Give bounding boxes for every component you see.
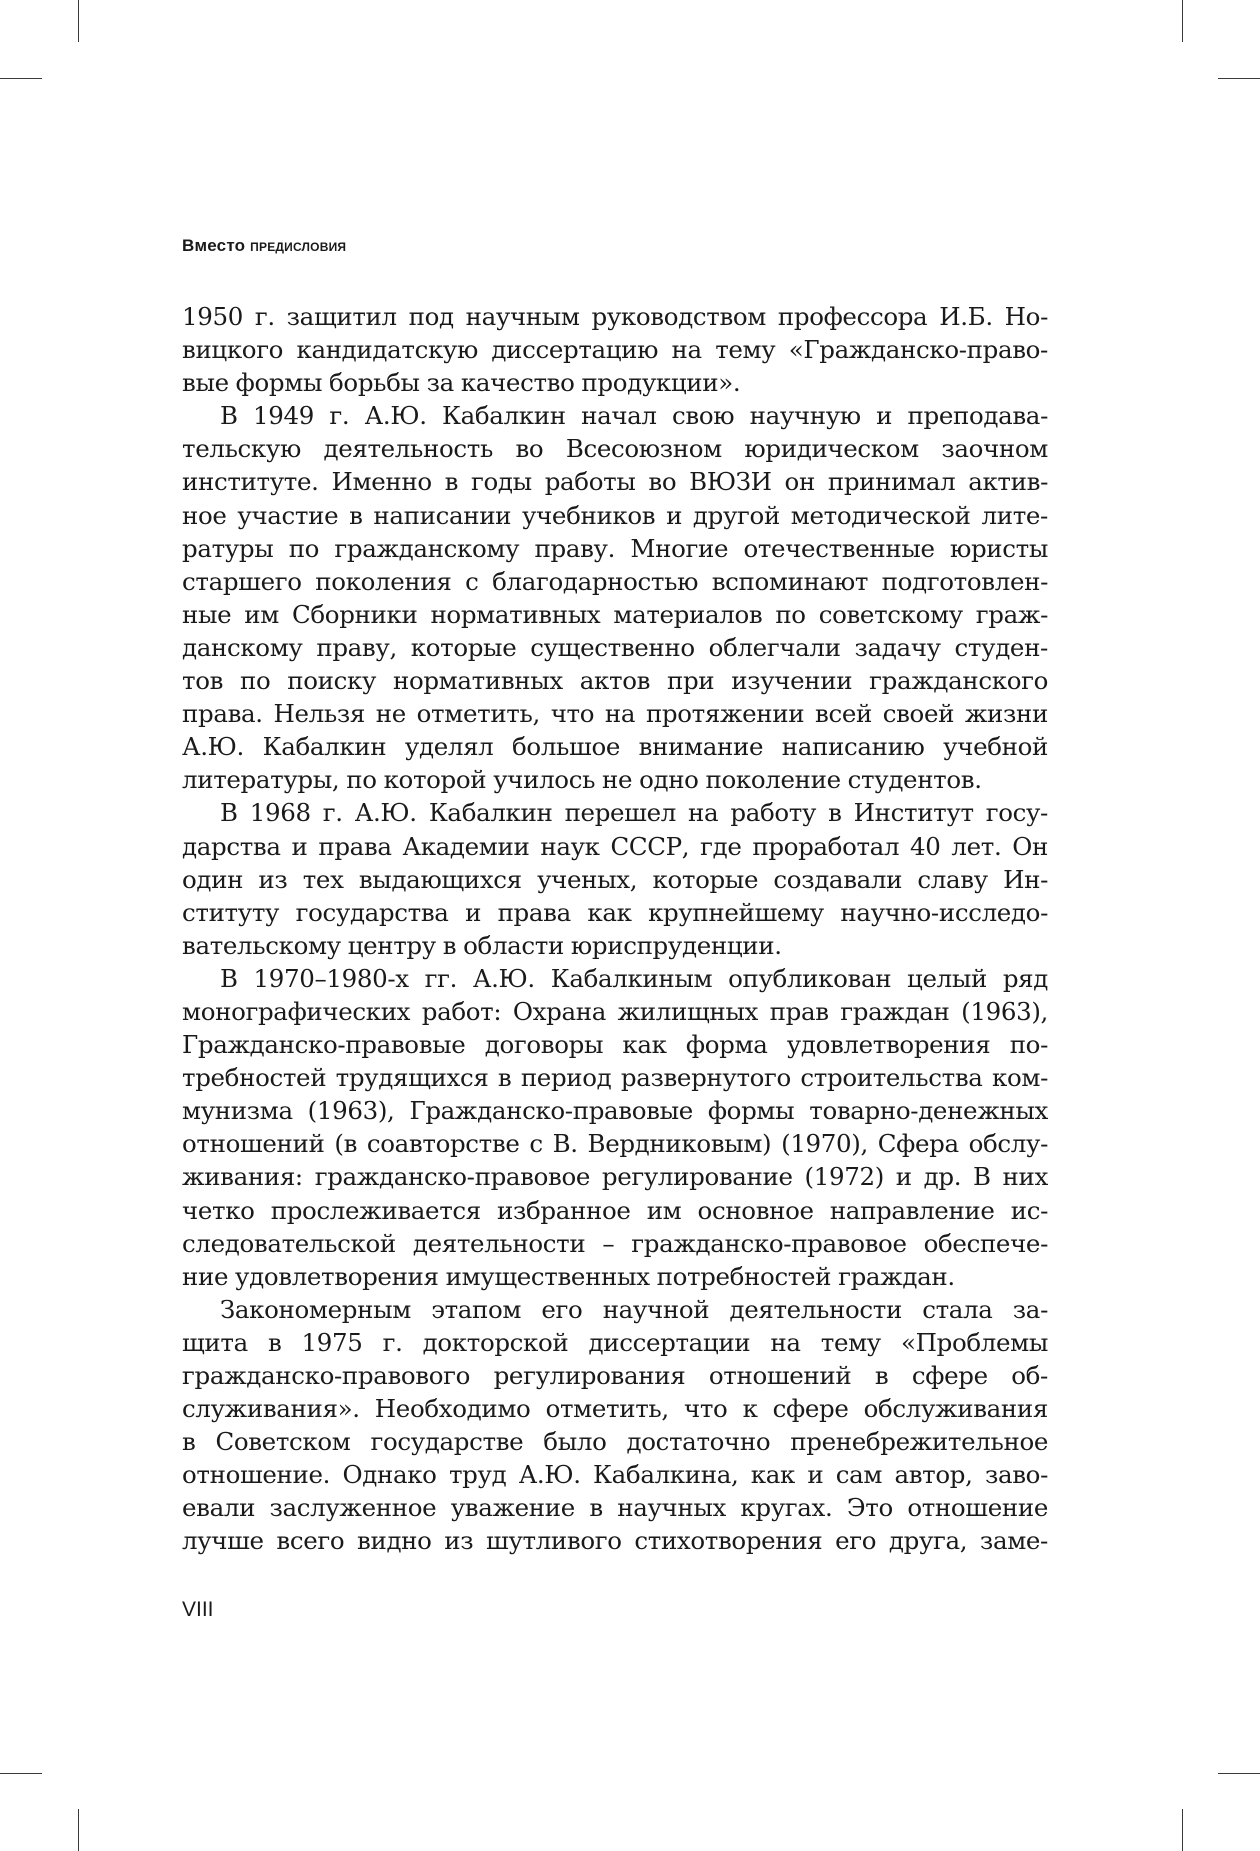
text-line: четко прослеживается избранное им основное направление ис- bbox=[182, 1195, 1048, 1225]
crop-mark-top-left-vertical bbox=[78, 0, 79, 42]
text-line: 1950 г. защитил под научным руководством профессора И.Б. Но- bbox=[182, 302, 1048, 331]
text-line: литературы, по которой училось не одно поколение студентов. bbox=[182, 765, 982, 795]
text-line: мунизма (1963), Гражданско-правовые формы товарно-денежных bbox=[182, 1096, 1048, 1126]
text-line: Гражданско-правовые договоры как форма удовлетворения по- bbox=[182, 1030, 1048, 1060]
crop-mark-bottom-right-vertical bbox=[1182, 1809, 1183, 1851]
crop-mark-top-right-vertical bbox=[1182, 0, 1183, 42]
crop-mark-top-left-horizontal bbox=[0, 78, 42, 79]
crop-mark-top-right-horizontal bbox=[1218, 78, 1260, 79]
text-line: тельскую деятельность во Всесоюзном юридическом заочном bbox=[182, 434, 1048, 464]
text-line: В 1970–1980-х гг. А.Ю. Кабалкиным опубликован целый ряд bbox=[220, 963, 1048, 993]
text-line: ратуры по гражданскому праву. Многие отечественные юристы bbox=[182, 533, 1048, 563]
page-number: VIII bbox=[182, 1598, 214, 1621]
text-line: дарства и права Академии наук СССР, где проработал 40 лет. Он bbox=[182, 831, 1048, 861]
text-line: один из тех выдающихся ученых, которые создавали славу Ин- bbox=[182, 864, 1048, 894]
text-line: вательскому центру в области юриспруденции. bbox=[182, 930, 782, 960]
crop-mark-bottom-right-horizontal bbox=[1218, 1773, 1260, 1774]
body-text bbox=[182, 300, 1048, 1558]
crop-mark-bottom-left-vertical bbox=[78, 1809, 79, 1851]
text-line: данскому праву, которые существенно облегчали задачу студен- bbox=[182, 632, 1048, 662]
text-line: в Советском государстве было достаточно пренебрежительное bbox=[182, 1427, 1048, 1457]
text-line: живания: гражданско-правовое регулирование (1972) и др. В них bbox=[182, 1162, 1048, 1192]
text-line: евали заслуженное уважение в научных кругах. Это отношение bbox=[182, 1493, 1048, 1523]
running-head-first-word: Вместо bbox=[182, 236, 246, 255]
text-line: вые формы борьбы за качество продукции». bbox=[182, 368, 741, 398]
text-line: ституту государства и права как крупнейшему научно-исследо- bbox=[182, 897, 1048, 927]
text-line: требностей трудящихся в период развернутого строительства ком- bbox=[182, 1063, 1048, 1093]
text-line: следовательской деятельности – гражданско-правовое обеспече- bbox=[182, 1228, 1048, 1258]
text-line: отношение. Однако труд А.Ю. Кабалкина, как и сам автор, заво- bbox=[182, 1460, 1048, 1490]
text-line: старшего поколения с благодарностью вспоминают подготовлен- bbox=[182, 566, 1048, 596]
running-head bbox=[182, 236, 346, 256]
text-line: монографических работ: Охрана жилищных прав граждан (1963), bbox=[182, 996, 1048, 1026]
text-line: институте. Именно в годы работы во ВЮЗИ он принимал актив- bbox=[182, 467, 1048, 497]
text-line: В 1968 г. А.Ю. Кабалкин перешел на работу в Институт госу- bbox=[220, 798, 1048, 828]
text-line: тов по поиску нормативных актов при изучении гражданского bbox=[182, 666, 1048, 696]
text-line: служивания». Необходимо отметить, что к сфере обслуживания bbox=[182, 1394, 1048, 1424]
text-line: вицкого кандидатскую диссертацию на тему «Гражданско-право- bbox=[182, 335, 1048, 365]
text-line: ные им Сборники нормативных материалов по советскому граж- bbox=[182, 599, 1048, 629]
text-line: ние удовлетворения имущественных потребностей граждан. bbox=[182, 1261, 955, 1291]
text-line: ное участие в написании учебников и другой методической лите- bbox=[182, 500, 1048, 530]
text-line: гражданско-правового регулирования отношений в сфере об- bbox=[182, 1361, 1048, 1390]
text-line: Закономерным этапом его научной деятельности стала за- bbox=[220, 1294, 1048, 1324]
text-line: отношений (в соавторстве с В. Вердниковым) (1970), Сфера обслу- bbox=[182, 1129, 1048, 1159]
text-line: лучше всего видно из шутливого стихотворения его друга, заме- bbox=[182, 1526, 1048, 1556]
text-line: права. Нельзя не отметить, что на протяжении всей своей жизни bbox=[182, 699, 1048, 729]
crop-mark-bottom-left-horizontal bbox=[0, 1773, 42, 1774]
running-head-second-word: предисловия bbox=[250, 236, 347, 255]
text-line: щита в 1975 г. докторской диссертации на тему «Проблемы bbox=[182, 1327, 1048, 1357]
text-line: В 1949 г. А.Ю. Кабалкин начал свою научную и преподава- bbox=[220, 401, 1048, 431]
text-line: А.Ю. Кабалкин уделял большое внимание написанию учебной bbox=[182, 732, 1048, 762]
